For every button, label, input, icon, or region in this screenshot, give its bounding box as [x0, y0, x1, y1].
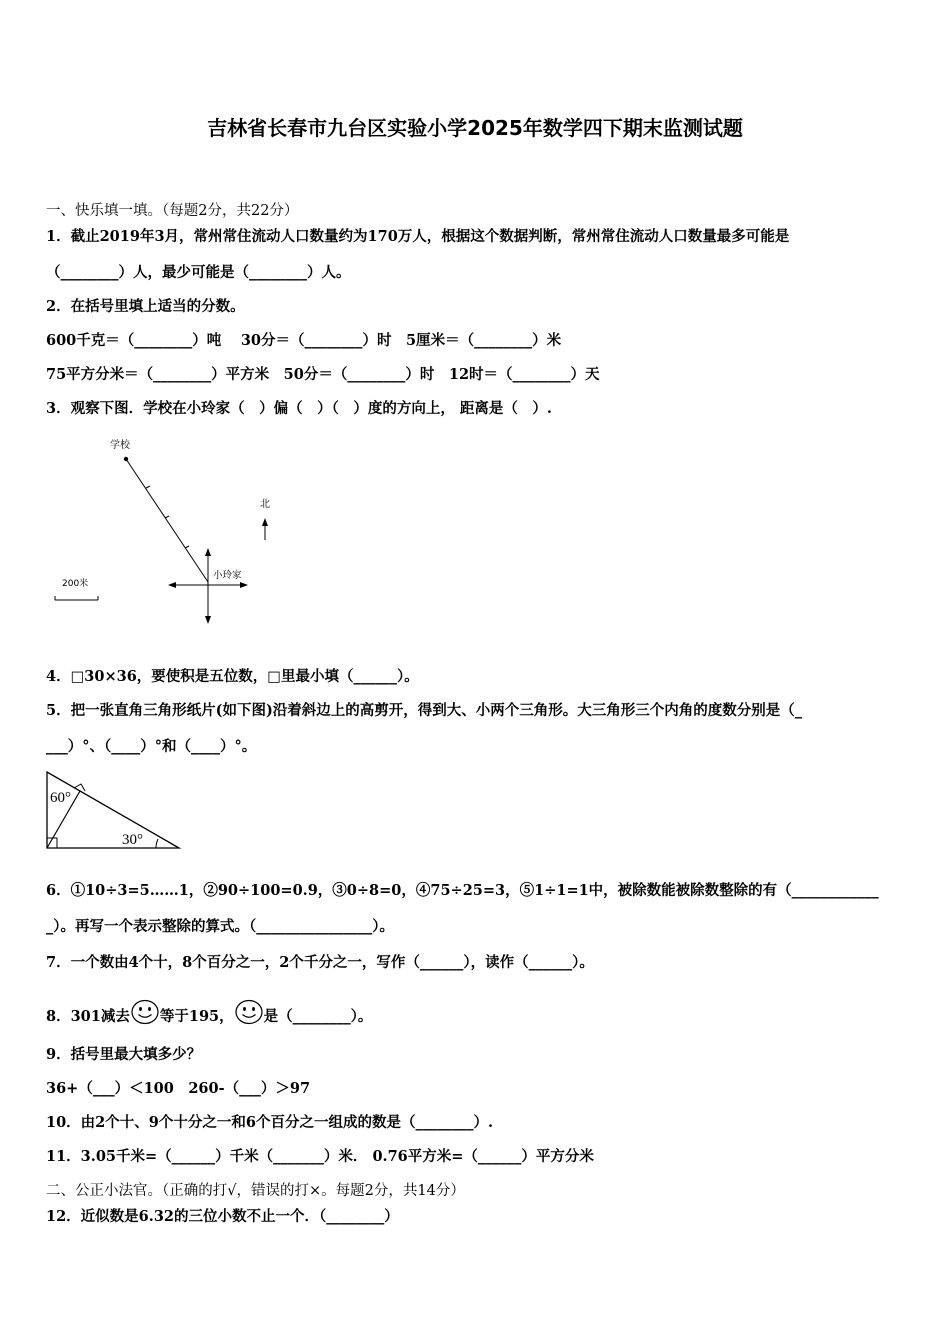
- direction-map-figure: [46, 430, 306, 635]
- section-heading-1: 一、快乐填一填。（每题2分，共22分）: [46, 203, 299, 219]
- q5-line2: ___）°、（____）°和（____）°。: [46, 738, 257, 755]
- q8-part3: 是（________）。: [263, 1008, 373, 1025]
- q6-line2: _）。再写一个表示整除的算式。（________________）。: [46, 918, 394, 935]
- q2-line1: 2．在括号里填上适当的分数。: [46, 298, 245, 315]
- q3-line1: 3．观察下图．学校在小玲家（ ）偏（ ）（ ）度的方向上， 距离是（ ）.: [46, 400, 552, 417]
- q2-line3: 75平方分米＝（________）平方米 50分＝（________）时 12时＝（________）天: [46, 366, 600, 383]
- scale-label: 200米: [62, 579, 89, 589]
- q8-part2: 等于195，: [159, 1008, 234, 1025]
- q8-part1: 8．301减去: [46, 1008, 130, 1025]
- home-label: 小玲家: [213, 570, 242, 581]
- q1-line2: （________）人，最少可能是（________）人。: [46, 264, 351, 281]
- q8-line: [46, 999, 910, 1027]
- q10-line1: 10．由2个十、9个十分之一和6个百分之一组成的数是（________）.: [46, 1114, 493, 1131]
- q9-line2: 36+（___）＜100 260-（___）＞97: [46, 1080, 311, 1097]
- q7-line1: 7．一个数由4个十，8个百分之一，2个千分之一，写作（______），读作（______）。: [46, 954, 594, 971]
- route-line: [126, 459, 208, 582]
- school-label: 学校: [110, 440, 130, 451]
- angle-30-label: 30°: [122, 832, 143, 848]
- smiley-face-icon: [234, 999, 264, 1027]
- angle-60-label: 60°: [50, 790, 71, 806]
- q1-line1: 1．截止2019年3月，常州常住流动人口数量约为170万人，根据这个数据判断，常州常住流动人口数量最多可能是: [46, 228, 790, 245]
- q9-line1: 9．括号里最大填多少？: [46, 1046, 202, 1063]
- q12-line1: 12．近似数是6.32的三位小数不止一个．（________）: [46, 1208, 399, 1225]
- q5-line1: 5．把一张直角三角形纸片(如下图)沿着斜边上的高剪开，得到大、小两个三角形。大三角形三个内角的度数分别是（_: [46, 702, 803, 719]
- q11-line1: 11．3.05千米=（______）千米（_______）米． 0.76平方米=（______）平方分米: [46, 1148, 594, 1165]
- right-triangle-figure: [44, 768, 186, 852]
- triangle-outline: [47, 772, 179, 848]
- q2-line2: 600千克＝（________）吨 30分＝（________）时 5厘米＝（________）米: [46, 332, 562, 349]
- section-heading-2: 二、公正小法官。（正确的打√，错误的打×。每题2分，共14分）: [46, 1183, 465, 1199]
- q6-line1: 6．①10÷3=5……1，②90÷100=0.9，③0÷8=0，④75÷25=3，⑤1÷1=1中，被除数能被除数整除的有（____________: [46, 882, 879, 899]
- smiley-face-icon: [130, 999, 160, 1027]
- page-title: 吉林省长春市九台区实验小学2025年数学四下期末监测试题: [207, 116, 743, 140]
- q4-line1: 4．□30×36，要使积是五位数，□里最小填（______）。: [46, 668, 419, 685]
- north-label: 北: [260, 499, 270, 510]
